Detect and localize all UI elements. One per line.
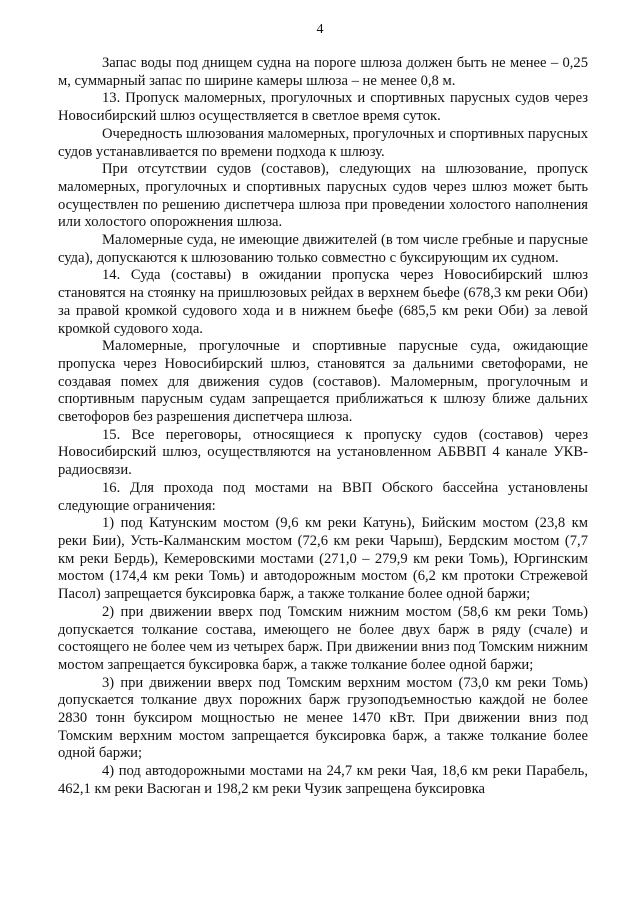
paragraph-15: 15. Все переговоры, относящиеся к пропуску судов (составов) через Новосибирский шлюз, осуществляются на установленном АБВВП 4 канале УКВ-радиосвязи.: [58, 426, 588, 479]
paragraph-idle-filling: При отсутствии судов (составов), следующих на шлюзование, пропуск маломерных, прогулочных и спортивных парусных судов через шлюз может быть осуществлен по решению диспетчера шлюза при проведении холостого наполнения или холостого опорожнения шлюза.: [58, 161, 588, 231]
document-body: [58, 55, 588, 799]
page-number: 4: [316, 22, 324, 37]
list-item-1: 1) под Катунским мостом (9,6 км реки Катунь), Бийским мостом (23,8 км реки Бии), Усть-Калманским мостом (72,6 км реки Чарыш), Бердским мостом (7,7 км реки Бердь), Кемеровскими мостами (271,0 – 279,9 км реки Томь), Юргинским мостом (174,4 км реки Томь) и автодорожным мостом (6,2 км протоки Стрежевой Пасол) запрещается буксировка барж, а также толкание более одной баржи;: [58, 515, 588, 603]
paragraph-no-propulsion: Маломерные суда, не имеющие движителей (в том числе гребные и парусные суда), допускаются к шлюзованию только совместно с буксирующим их судном.: [58, 232, 588, 266]
list-item-4: 4) под автодорожными мостами на 24,7 км реки Чая, 18,6 км реки Парабель, 462,1 км реки Васюган и 198,2 км реки Чузик запрещена буксировка: [58, 763, 588, 797]
paragraph-lock-order: Очередность шлюзования маломерных, прогулочных и спортивных парусных судов устанавливается по времени подхода к шлюзу.: [58, 125, 588, 160]
list-item-2: 2) при движении вверх под Томским нижним мостом (58,6 км реки Томь) допускается толкание состава, имеющего не более двух барж в ряду (счале) и состоящего не более чем из четырех барж. При движении вниз под Томским нижним мостом запрещается буксировка барж, а также толкание более одной баржи;: [58, 603, 588, 673]
paragraph-water-reserve: Запас воды под днищем судна на пороге шлюза должен быть не менее – 0,25 м, суммарный запас по ширине камеры шлюза – не менее 0,8 м.: [58, 55, 588, 89]
paragraph-14: 14. Суда (составы) в ожидании пропуска через Новосибирский шлюз становятся на стоянку на пришлюзовых рейдах в верхнем бьефе (678,3 км реки Оби) за правой кромкой судового хода и в нижнем бьефе (685,5 км реки Оби) за левой кромкой судового хода.: [58, 267, 588, 337]
list-item-3: 3) при движении вверх под Томским верхним мостом (73,0 км реки Томь) допускается толкание двух порожних барж грузоподъемностью каждой не более 2830 тонн буксиром мощностью не менее 1470 кВт. При движении вниз под Томским верхним мостом запрещается буксировка барж, а также толкание более одной баржи;: [58, 674, 588, 762]
paragraph-13: 13. Пропуск маломерных, прогулочных и спортивных парусных судов через Новосибирский шлюз осуществляется в светлое время суток.: [58, 90, 588, 125]
paragraph-small-craft-waiting: Маломерные, прогулочные и спортивные парусные суда, ожидающие пропуска через Новосибирский шлюз, становятся за дальними светофорами, не создавая помех для движения судов (составов). Маломерным, прогулочным и спортивным парусным судам запрещается приближаться к шлюзу ближе дальних светофоров без разрешения диспетчера шлюза.: [58, 338, 588, 426]
paragraph-16: 16. Для прохода под мостами на ВВП Обского бассейна установлены следующие ограничения:: [58, 479, 588, 514]
